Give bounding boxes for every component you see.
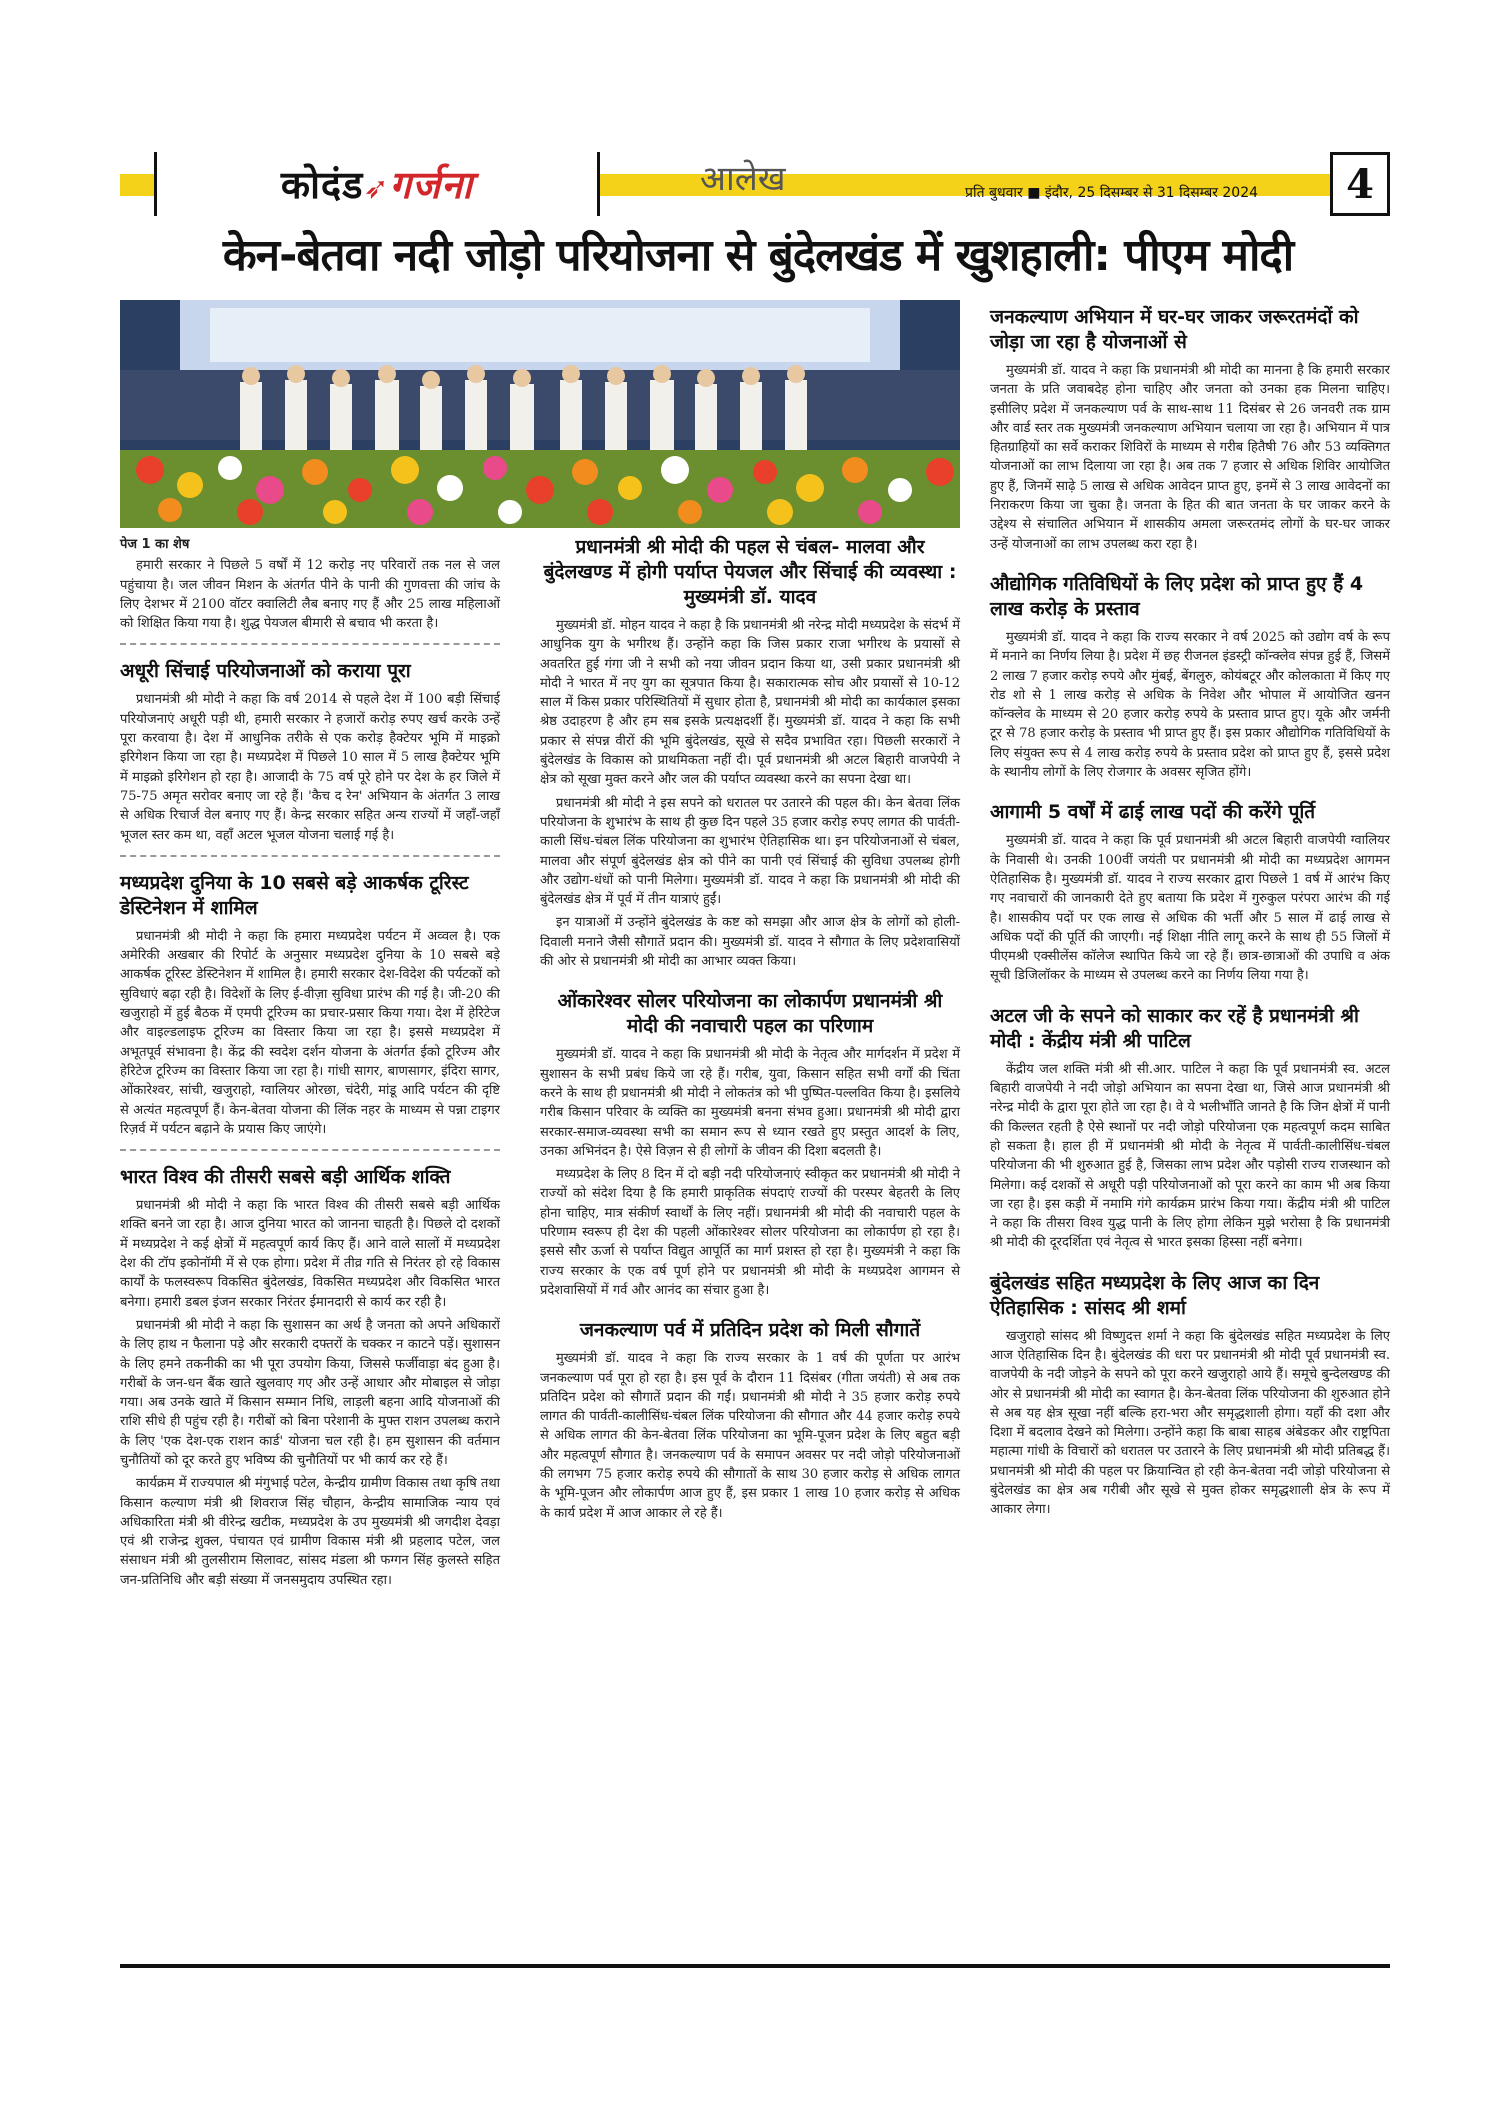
right-paragraph-4: केंद्रीय जल शक्ति मंत्री श्री सी.आर. पाटिल ने कहा कि पूर्व प्रधानमंत्री स्व. अटल बिहारी वाजपेयी ने नदी जोड़ो अभियान का सपना देखा था, जिसे आज प्रधानमंत्री श्री नरेन्द्र मोदी के द्वारा पूरा होते जा रहा है। वे ये भलीभाँति जानते है कि जिन क्षेत्रों में पानी की किल्लत रहती है ऐसे स्थानों पर नदी जोड़ो परियोजना एक महत्वपूर्ण कदम साबित हो सकता है। हाल ही में प्रधानमंत्री श्री मोदी के नेतृत्व में पार्वती-कालीसिंध-चंबल परियोजना की भी शुरुआत हुई है, जिसका लाभ प्रदेश और पड़ोसी राज्य राजस्थान को मिलेगा। कई दशकों से अधूरी पड़ी परियोजनाओं को पूरा करने का काम भी अब किया जा रहा है। इस कड़ी में नमामि गंगे कार्यक्रम प्रारंभ किया गया। केंद्रीय मंत्री श्री पाटिल ने कहा कि तीसरा विश्व युद्ध पानी के लिए होगा लेकिन मुझे भरोसा है कि प्रधानमंत्री श्री मोदी की दूरदर्शिता एवं नेतृत्व से भारत इसका हिस्सा नहीं बनेगा। xyxy=(990,1061,1390,1251)
right-paragraph-5: खजुराहो सांसद श्री विष्णुदत्त शर्मा ने कहा कि बुंदेलखंड सहित मध्यप्रदेश के लिए आज ऐतिहासिक दिन है। बुंदेलखंड की धरा पर प्रधानमंत्री श्री मोदी पूर्व प्रधानमंत्री स्व. वाजपेयी के नदी जोड़ने के सपने को पूरा करने खजुराहो आये हैं। समूचे बुन्देलखण्ड की ओर से प्रधानमंत्री श्री मोदी का स्वागत है। केन-बेतवा लिंक परियोजना की शुरुआत होने से अब यह क्षेत्र सूखा नहीं बल्कि हरा-भरा और समृद्धशाली होगा। यहाँ की दशा और दिशा में बदलाव देखने को मिलेगा। उन्होंने कहा कि बाबा साहब अंबेडकर और राष्ट्रपिता महात्मा गांधी के विचारों को धरातल पर उतारने के लिए प्रधानमंत्री श्री मोदी प्रतिबद्ध हैं। प्रधानमंत्री श्री मोदी की पहल पर क्रियान्वित हो रही केन-बेतवा नदी जोड़ो परियोजना से बुंदेलखंड का क्षेत्र अब गरीबी और सूखे से मुक्त होकर समृद्धशाली क्षेत्र के रूप में आकार लेगा। xyxy=(990,1328,1390,1518)
masthead xyxy=(120,152,1390,216)
event-photo xyxy=(120,300,960,528)
middle-heading-2: ओंकारेश्वर सोलर परियोजना का लोकार्पण प्रधानमंत्री श्री मोदी की नवाचारी पहल का परिणाम xyxy=(557,990,943,1038)
left-heading-2: मध्यप्रदेश दुनिया के 10 सबसे बड़े आकर्षक टूरिस्ट डेस्टिनेशन में शामिल xyxy=(120,871,469,919)
left-intro: हमारी सरकार ने पिछले 5 वर्षों में 12 करोड़ नए परिवारों तक नल से जल पहुंचाया है। जल जीवन मिशन के अंतर्गत पीने के पानी की गुणवत्ता की जांच के लिए देशभर में 2100 वॉटर क्वालिटी लैब बनाए गए हैं और 25 लाख महिलाओं को शिक्षित किया गया है। शुद्ध पेयजल बीमारी से बचाव भी करता है। xyxy=(120,558,500,632)
left-column xyxy=(120,535,500,1594)
page-headline: केन-बेतवा नदी जोड़ो परियोजना से बुंदेलखंड में खुशहाली: पीएम मोदी xyxy=(222,230,1294,281)
left-paragraph-3c: कार्यक्रम में राज्यपाल श्री मंगुभाई पटेल, केन्द्रीय ग्रामीण विकास तथा कृषि तथा किसान कल्याण मंत्री श्री शिवराज सिंह चौहान, केन्द्रीय सामाजिक न्याय एवं अधिकारिता मंत्री श्री वीरेन्द्र खटीक, मध्यप्रदेश के उप मुख्यमंत्री श्री जगदीश देवड़ा एवं श्री राजेन्द्र शुक्ल, पंचायत एवं ग्रामीण विकास मंत्री श्री प्रहलाद पटेल, जल संसाधन मंत्री श्री तुलसीराम सिलावट, सांसद मंडला श्री फग्गन सिंह कुलस्ते सहित जन-प्रतिनिधि और बड़ी संख्या में जनसमुदाय उपस्थित रहा। xyxy=(120,1476,500,1588)
right-heading-2: औद्योगिक गतिविधियों के लिए प्रदेश को प्राप्त हुए हैं 4 लाख करोड़ के प्रस्ताव xyxy=(990,572,1364,620)
left-paragraph-1: प्रधानमंत्री श्री मोदी ने कहा कि वर्ष 2014 से पहले देश में 100 बड़ी सिंचाई परियोजनाएं अधूरी पड़ी थी, हमारी सरकार ने हजारों करोड़ रुपए खर्च करके उन्हें पूरा करवाया है। देश में आधुनिक तरीके से एक करोड़ हैक्टेयर भूमि में माइक्रो इरिगेशन किया जा रहा है। मध्यप्रदेश में पिछले 10 साल में 5 लाख हैक्टेयर भूमि में माइक्रो इरिगेशन हो रहा है। आजादी के 75 वर्ष पूरे होने पर देश के हर जिले में 75-75 अमृत सरोवर बनाए जा रहे हैं। 'कैच द रेन' अभियान के अंतर्गत 3 लाख से अधिक रिचार्ज वेल बनाए गए हैं। केन्द्र सरकार सहित अन्य राज्यों में जहाँ-जहाँ भूजल स्तर कम था, वहाँ अटल भूजल योजना चलाई गई है। xyxy=(120,692,500,843)
right-paragraph-2: मुख्यमंत्री डॉ. यादव ने कहा कि राज्य सरकार ने वर्ष 2025 को उद्योग वर्ष के रूप में मनाने का निर्णय लिया है। प्रदेश में छह रीजनल इंडस्ट्री कॉन्क्लेव संपन्न हुई हैं, जिसमें 2 लाख 7 हजार करोड़ रुपये और मुंबई, बेंगलुरु, कोयंबटूर और कोलकाता में किए गए रोड शो से 1 लाख करोड़ से अधिक के निवेश और भोपाल में आयोजित खनन कॉन्क्लेव के माध्यम से 20 हजार करोड़ रुपये के प्रस्ताव प्राप्त हुए। यूके और जर्मनी टूर से 78 हजार करोड़ के प्रस्ताव भी प्राप्त हुए हैं। इस प्रकार औद्योगिक गतिविधियों के लिए संयुक्त रूप से 4 लाख करोड़ रुपये के प्रस्ताव प्रदेश को प्राप्त हुए हैं, इससे प्रदेश के स्थानीय लोगों के लिए रोजगार के अवसर सृजित होंगे। xyxy=(990,629,1390,781)
divider xyxy=(120,855,500,857)
page-reference: पेज 1 का शेष xyxy=(120,537,190,552)
brand-logo xyxy=(154,152,600,216)
right-column xyxy=(990,305,1390,1524)
bottom-rule xyxy=(120,1964,1390,1968)
section-label: आलेख xyxy=(700,159,786,199)
middle-paragraph-3: मुख्यमंत्री डॉ. यादव ने कहा कि राज्य सरकार के 1 वर्ष की पूर्णता पर आरंभ जनकल्याण पर्व पूरा हो रहा है। इस पूर्व के दौरान 11 दिसंबर (गीता जयंती) से अब तक प्रतिदिन प्रदेश को सौगातें प्रदान की गईं। प्रधानमंत्री श्री मोदी ने 35 हजार करोड़ रुपये लागत की पार्वती-कालीसिंध-चंबल लिंक परियोजना की सौगात और 44 हजार करोड़ रुपये से अधिक लागत की केन-बेतवा लिंक परियोजना का भूमि-पूजन प्रदेश के लिए बहुत बड़ी और महत्वपूर्ण सौगात है। जनकल्याण पर्व के समापन अवसर पर नदी जोड़ो परियोजनाओं की लगभग 75 हजार करोड़ रुपये की सौगातों के साथ 30 हजार करोड़ से अधिक लागत के भूमि-पूजन और लोकार्पण आज हुए हैं, इस प्रकार 1 लाख 10 हजार करोड़ से अधिक के कार्य प्रदेश में आज आकार ले रहे हैं। xyxy=(540,1351,960,1521)
dateline: प्रति बुधवार ■ इंदौर, 25 दिसम्बर से 31 दिसम्बर 2024 xyxy=(965,185,1259,201)
left-paragraph-3a: प्रधानमंत्री श्री मोदी ने कहा कि भारत विश्व की तीसरी सबसे बड़ी आर्थिक शक्ति बनने जा रहा है। आज दुनिया भारत को जानना चाहती है। पिछले दो दशकों में मध्यप्रदेश ने कई क्षेत्रों में महत्वपूर्ण कार्य किए हैं। आने वाले सालों में मध्यप्रदेश देश की टॉप इकोनॉमी में से एक होगा। प्रदेश में तीव्र गति से निरंतर हो रहे विकास कार्यों के फलस्वरूप विकसित बुंदेलखंड, विकसित मध्यप्रदेश और विकसित भारत बनेगा। हमारी डबल इंजन सरकार निरंतर ईमानदारी से कार्य कर रही है। xyxy=(120,1198,500,1310)
right-paragraph-3: मुख्यमंत्री डॉ. यादव ने कहा कि पूर्व प्रधानमंत्री श्री अटल बिहारी वाजपेयी ग्वालियर के निवासी थे। उनकी 100वीं जयंती पर प्रधानमंत्री श्री मोदी का मध्यप्रदेश आगमन ऐतिहासिक है। मुख्यमंत्री डॉ. यादव ने राज्य सरकार द्वारा पिछले 1 वर्ष में आरंभ किए गए नवाचारों की जानकारी देते हुए बताया कि प्रदेश में गुरुकुल परंपरा आरंभ की गई है। शासकीय पदों पर एक लाख से अधिक की भर्ती और 5 साल में ढाई लाख से अधिक पदों की पूर्ति की जाएगी। नई शिक्षा नीति लागू करने के साथ ही 55 जिलों में पीएमश्री एक्सीलेंस कॉलेज स्थापित किये जा रहे हैं। छात्र-छात्राओं की उपाधि व अंक सूची डिजिलॉकर के माध्यम से उपलब्ध करने का निर्णय लिया गया है। xyxy=(990,833,1390,984)
middle-heading-3: जनकल्याण पर्व में प्रतिदिन प्रदेश को मिली सौगातें xyxy=(579,1319,921,1342)
middle-column xyxy=(540,535,960,1527)
page-number: 4 xyxy=(1330,152,1390,216)
left-paragraph-2: प्रधानमंत्री श्री मोदी ने कहा कि हमारा मध्यप्रदेश पर्यटन में अव्वल है। एक अमेरिकी अखबार की रिपोर्ट के अनुसार मध्यप्रदेश दुनिया के 10 सबसे बड़े आकर्षक टूरिस्ट डेस्टिनेशन में शामिल है। हमारी सरकार देश-विदेश की पर्यटकों को सुविधाएं बढ़ा रही है। विदेशों के लिए ई-वीज़ा सुविधा प्रारंभ की गई है। जी-20 की खजुराहो में हुई बैठक में एमपी टूरिज्म का प्रचार-प्रसार किया गया। देश में हेरिटेज और वाइल्डलाइफ टूरिज्म का विस्तार किया जा रहा है। इससे मध्यप्रदेश में अभूतपूर्व संभावना है। केंद्र की स्वदेश दर्शन योजना के अंतर्गत ईको टूरिज्म और हेरिटेज टूरिज्म का विस्तार किया जा रहा है। गांधी सागर, बाणसागर, इंदिरा सागर, ओंकारेश्वर, सांची, खजुराहो, ग्वालियर ओरछा, चंदेरी, मांडू आदि पर्यटन की दृष्टि से अत्यंत महत्वपूर्ण हैं। केन-बेतवा योजना की लिंक नहर के माध्यम से पन्ना टाइगर रिज़र्व में पर्यटन बढ़ाने के प्रयास किए जाएंगे। xyxy=(120,928,500,1137)
left-paragraph-3b: प्रधानमंत्री श्री मोदी ने कहा कि सुशासन का अर्थ है जनता को अपने अधिकारों के लिए हाथ न फैलाना पड़े और सरकारी दफ्तरों के चक्कर न काटने पड़ें। सुशासन के लिए हमने तकनीकी का भी पूरा उपयोग किया, जिससे फर्जीवाड़ा बंद हुआ है। गरीबों के जन-धन बैंक खाते खुलवाए गए और उन्हें आधार और मोबाइल से जोड़ा गया। अब उनके खाते में किसान सम्मान निधि, लाड़ली बहना आदि योजनाओं की राशि सीधे ही पहुंच रही है। गरीबों को बिना परेशानी के मुफ्त राशन उपलब्ध कराने के लिए 'एक देश-एक राशन कार्ड' योजना चल रही है। हम सुशासन की वर्तमान चुनौतियों को दूर करते हुए भविष्य की चुनौतियों पर भी कार्य कर रहे हैं। xyxy=(120,1317,500,1468)
middle-paragraph-1b: प्रधानमंत्री श्री मोदी ने इस सपने को धरातल पर उतारने की पहल की। केन बेतवा लिंक परियोजना के शुभारंभ के साथ ही कुछ दिन पहले 35 हजार करोड़ रुपए लागत की पार्वती-काली सिंध-चंबल लिंक परियोजना का शुभारंभ ऐतिहासिक था। इन परियोजनाओं से चंबल, मालवा और संपूर्ण बुंदेलखंड क्षेत्र को पीने का पानी एवं सिंचाई की सुविधा उपलब्ध होगी और उद्योग-धंधों को पानी मिलेगा। मुख्यमंत्री डॉ. यादव ने कहा कि प्रधानमंत्री श्री मोदी की बुंदेलखंड क्षेत्र में पूर्व में तीन यात्राएं हुईं। xyxy=(540,795,960,908)
middle-paragraph-2a: मुख्यमंत्री डॉ. यादव ने कहा कि प्रधानमंत्री श्री मोदी के नेतृत्व और मार्गदर्शन में प्रदेश में सुशासन के सभी प्रबंध किये जा रहे हैं। गरीब, युवा, किसान सहित सभी वर्गों की चिंता करने के साथ ही प्रधानमंत्री श्री मोदी ने लोकतंत्र को भी पुष्पित-पल्लवित किया है। इसलिये गरीब किसान परिवार के व्यक्ति का मुख्यमंत्री बनना संभव हुआ। प्रधानमंत्री श्री मोदी द्वारा सरकार-समाज-व्यवस्था सभी का समान रूप से ध्यान रखते हुए प्रस्तुत आदर्श के लिए, उनका अभिनंदन है। ऐसे विज़न से ही लोगों के जीवन की दिशा बदलती है। xyxy=(540,1047,960,1159)
left-heading-1: अधूरी सिंचाई परियोजनाओं को कराया पूरा xyxy=(120,660,411,683)
middle-paragraph-2b: मध्यप्रदेश के लिए 8 दिन में दो बड़ी नदी परियोजनाएं स्वीकृत कर प्रधानमंत्री श्री मोदी ने राज्यों को संदेश दिया है कि हमारी प्राकृतिक संपदाएं राज्यों की परस्पर बेहतरी के लिए होना चाहिए, मात्र संकीर्ण स्वार्थों के लिए नहीं। प्रधानमंत्री श्री मोदी की नवाचारी पहल के परिणाम स्वरूप ही देश की पहली ओंकारेश्वर सोलर परियोजना का लोकार्पण हो रहा है। इससे सौर ऊर्जा से पर्याप्त विद्युत आपूर्ति का मार्ग प्रशस्त हो रहा है। मुख्यमंत्री ने कहा कि राज्य सरकार के एक वर्ष पूर्ण होने पर प्रधानमंत्री श्री मोदी के मध्यप्रदेश आगमन से प्रदेशवासियों में गर्व और आनंद का संचार हुआ है। xyxy=(540,1167,960,1298)
middle-paragraph-1c: इन यात्राओं में उन्होंने बुंदेलखंड के कष्ट को समझा और आज क्षेत्र के लोगों को होली-दिवाली मनाने जैसी सौगातें प्रदान की। मुख्यमंत्री डॉ. यादव ने सौगात के लिए प्रदेशवासियों की ओर से प्रधानमंत्री श्री मोदी का आभार व्यक्त किया। xyxy=(540,915,960,970)
brand-arrow-icon: ➶ xyxy=(363,171,390,206)
right-heading-3: आगामी 5 वर्षों में ढाई लाख पदों की करेंगे पूर्ति xyxy=(990,801,1316,824)
left-heading-3: भारत विश्व की तीसरी सबसे बड़ी आर्थिक शक्ति xyxy=(120,1166,451,1189)
divider xyxy=(120,1149,500,1151)
right-heading-4: अटल जी के सपने को साकार कर रहें है प्रधानमंत्री श्री मोदी : केंद्रीय मंत्री श्री पाटिल xyxy=(990,1004,1359,1052)
middle-heading-1: प्रधानमंत्री श्री मोदी की पहल से चंबल- मालवा और बुंदेलखण्ड में होगी पर्याप्त पेयजल और सिंचाई की व्यवस्था : मुख्यमंत्री डॉ. यादव xyxy=(543,536,957,608)
brand-name-part2: गर्जना xyxy=(389,163,474,207)
middle-paragraph-1a: मुख्यमंत्री डॉ. मोहन यादव ने कहा है कि प्रधानमंत्री श्री नरेन्द्र मोदी मध्यप्रदेश के संदर्भ में आधुनिक युग के भगीरथ हैं। उन्होंने कहा कि जिस प्रकार राजा भगीरथ के प्रयासों से अवतरित हुई गंगा जी ने सभी को नया जीवन प्रदान किया था, उसी प्रकार प्रधानमंत्री श्री मोदी ने भारत में नए युग का सूत्रपात किया है। सकारात्मक सोच और प्रयासों से 10-12 साल में किस प्रकार परिस्थितियों में सुधार होता है, प्रधानमंत्री श्री मोदी का कार्यकाल इसका श्रेष्ठ उदाहरण है और हम सब इसके प्रत्यक्षदर्शी हैं। मुख्यमंत्री डॉ. यादव ने कहा कि सभी प्रकार से संपन्न वीरों की भूमि बुंदेलखंड, सूखे से सदैव प्रभावित रहा। पिछली सरकारों ने बुंदेलखंड के विकास को प्राथमिकता नहीं दी। पूर्व प्रधानमंत्री श्री अटल बिहारी वाजपेयी ने क्षेत्र को सूखा मुक्त करने और जल की पर्याप्त व्यवस्था करने का सपना देखा था। xyxy=(540,618,960,788)
divider xyxy=(120,643,500,645)
right-heading-5: बुंदेलखंड सहित मध्यप्रदेश के लिए आज का दिन ऐतिहासिक : सांसद श्री शर्मा xyxy=(990,1271,1320,1319)
right-paragraph-1: मुख्यमंत्री डॉ. यादव ने कहा कि प्रधानमंत्री श्री मोदी का मानना है कि हमारी सरकार जनता के प्रति जवाबदेह होना चाहिए और जनता को उनका हक मिलना चाहिए। इसीलिए प्रदेश में जनकल्याण पर्व के साथ-साथ 11 दिसंबर से 26 जनवरी तक ग्राम और वार्ड स्तर तक मुख्यमंत्री जनकल्याण अभियान चलाया जा रहा है। अभियान में पात्र हितग्राहियों का सर्वे कराकर शिविरों के माध्यम से गरीब हितैषी 76 और 53 व्यक्तिगत योजनाओं का लाभ दिलाया जा रहा है। अब तक 7 हजार से अधिक शिविर आयोजित हुए हैं, जिनमें साढ़े 5 लाख से अधिक आवेदन प्राप्त हुए, इनमें से 3 लाख आवेदनों का निराकरण किया जा चुका है। जनता के हित की बात जनता के घर जाकर करने के उद्देश्य से संचालित अभियान में शासकीय अमला जरूरतमंद लोगों के घर-घर जाकर उन्हें योजनाओं का लाभ उपलब्ध करा रहा है। xyxy=(990,363,1390,552)
brand-name-part1: कोदंड xyxy=(280,163,364,207)
right-heading-1: जनकल्याण अभियान में घर-घर जाकर जरूरतमंदों को जोड़ा जा रहा है योजनाओं से xyxy=(990,306,1359,353)
